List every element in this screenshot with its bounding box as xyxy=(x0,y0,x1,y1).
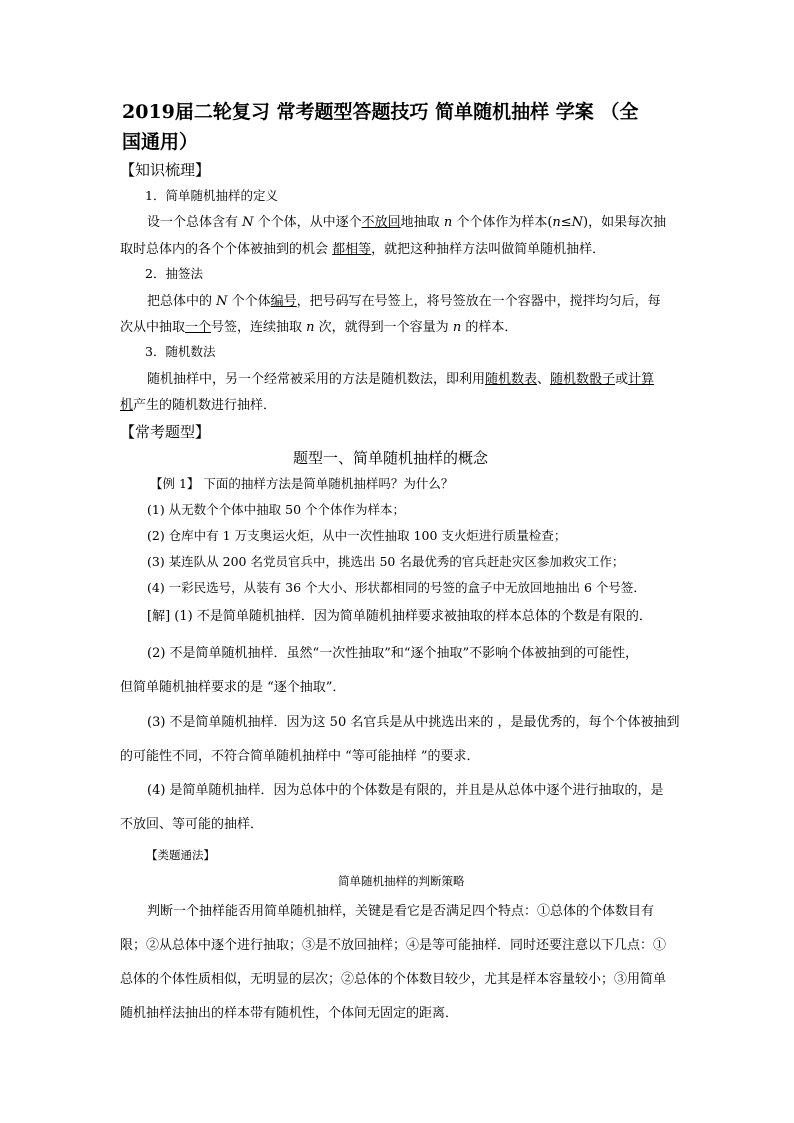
underlined-term: 不放回 xyxy=(361,215,401,230)
example-question: 下面的抽样方法是简单随机抽样吗？为什么？ xyxy=(199,476,454,491)
method-title: 简单随机抽样的判断策略 xyxy=(338,874,465,888)
item-heading-lottery: 2．抽签法 xyxy=(145,266,203,281)
solution-3-line1: (3) 不是简单随机抽样．因为这 50 名官兵是从中挑选出来的 ，是最优秀的，每个个体被抽到 xyxy=(147,715,680,730)
text-run: 地抽取 xyxy=(400,215,444,230)
var-n: n xyxy=(443,215,453,230)
condition-n-le-N: n≤N xyxy=(552,215,584,230)
text-run: 把总体中的 xyxy=(147,294,217,309)
example-line xyxy=(150,474,453,492)
example-item-2: (2) 仓库中有 1 万支奥运火炬，从中一次性抽取 100 支火炬进行质量检查； xyxy=(147,528,567,543)
var-N: N xyxy=(216,294,228,309)
text-run: ，就把这种抽样方法叫做简单随机抽样． xyxy=(371,242,606,257)
text-run: )，如果每次抽 xyxy=(583,215,667,230)
solution-3-line2: 的可能性不同，不符合简单随机抽样中 “等可能抽样 ”的要求． xyxy=(120,749,480,764)
text-run: 设一个总体含有 xyxy=(147,215,243,230)
definition-line2 xyxy=(120,238,605,257)
var-N: N xyxy=(242,215,254,230)
example-item-3: (3) 某连队从 200 名党员官兵中，挑选出 50 名最优秀的官兵赶赴灾区参加救灾工作； xyxy=(147,554,625,569)
underlined-term: 一个 xyxy=(185,320,212,335)
solution-4-line2: 不放回、等可能的抽样． xyxy=(120,817,264,832)
text-run: 个个体 xyxy=(227,294,271,309)
doc-title-line1: 2019届二轮复习 常考题型答题技巧 简单随机抽样 学案 （全 xyxy=(122,101,639,123)
underlined-term: 机 xyxy=(120,398,134,413)
lottery-line2 xyxy=(120,316,517,335)
section-header-knowledge: 【知识梳理】 xyxy=(120,161,211,179)
text-run: 的样本． xyxy=(461,320,518,335)
solution-line-1 xyxy=(147,605,652,624)
text-run: 产生的随机数进行抽样． xyxy=(133,398,277,413)
solution-4-line1: (4) 是简单随机抽样．因为总体中的个体数是有限的，并且是从总体中逐个进行抽取的，是 xyxy=(147,783,664,798)
method-paragraph-line2: 限；②从总体中逐个进行抽取；③是不放回抽样；④是等可能抽样．同时还要注意以下几点：① xyxy=(120,938,667,953)
lottery-line1 xyxy=(147,290,661,309)
definition-line1 xyxy=(147,211,666,230)
example-label: 【例 1】 xyxy=(150,476,200,491)
random-line1 xyxy=(147,368,654,387)
var-n: n xyxy=(452,320,462,335)
underlined-term: 随机数表 xyxy=(485,372,538,387)
text-run: 次，就得到一个容量为 xyxy=(314,320,453,335)
solution-2-line1: (2) 不是简单随机抽样．虽然“一次性抽取”和“逐个抽取”不影响个体被抽到的可能性， xyxy=(147,646,639,661)
doc-title-line2: 国通用） xyxy=(122,131,199,153)
underlined-term: 随机数骰子 xyxy=(550,372,616,387)
text-run: 个个体，从中逐个 xyxy=(253,215,362,230)
solution-2-line2: 但简单随机抽样要求的是 “逐个抽取”． xyxy=(120,680,346,695)
text-run: 个个体作为样本( xyxy=(452,215,553,230)
example-item-1: (1) 从无数个个体中抽取 50 个个体作为样本； xyxy=(147,502,406,517)
underlined-term: 编号 xyxy=(270,294,297,309)
text-run: 取时总体内的各个个体被抽到的机会 xyxy=(120,242,333,257)
text-run: 号签，连续抽取 xyxy=(211,320,307,335)
item-heading-definition: 1．简单随机抽样的定义 xyxy=(145,188,278,203)
question-type-title: 题型一、简单随机抽样的概念 xyxy=(293,449,489,467)
var-n: n xyxy=(306,320,315,335)
section-header-method: 【类题通法】 xyxy=(146,848,215,862)
text-run: 随机抽样中，另一个经常被采用的方法是随机数法，即利用 xyxy=(147,372,486,387)
example-item-4: (4) 一彩民选号，从装有 36 个大小、形状都相同的号签的盒子中无放回地抽出 6 个号签． xyxy=(147,580,646,595)
random-line2 xyxy=(120,394,276,413)
solution-text: (1) 不是简单随机抽样．因为简单随机抽样要求被抽取的样本总体的个数是有限的． xyxy=(170,609,652,624)
underlined-term: 都相等 xyxy=(332,242,372,257)
method-paragraph-line1: 判断一个抽样能否用简单随机抽样，关键是看它是否满足四个特点：①总体的个体数目有 xyxy=(147,904,655,919)
text-run: ，把号码写在号签上，将号签放在一个容器中，搅拌均匀后，每 xyxy=(296,294,661,309)
method-paragraph-line3: 总体的个体性质相似，无明显的层次；②总体的个体数目较少，尤其是样本容量较小；③用简单 xyxy=(120,972,667,987)
solution-label: [解] xyxy=(147,609,171,624)
item-heading-random-number: 3．随机数法 xyxy=(145,344,216,359)
text-run: 次从中抽取 xyxy=(120,320,186,335)
section-header-common-types: 【常考题型】 xyxy=(120,423,211,441)
underlined-term: 计算 xyxy=(628,372,655,387)
text-run: 或 xyxy=(615,372,629,387)
text-run: 、 xyxy=(537,372,551,387)
method-paragraph-line4: 随机抽样法抽出的样本带有随机性，个体间无固定的距离． xyxy=(120,1006,459,1021)
